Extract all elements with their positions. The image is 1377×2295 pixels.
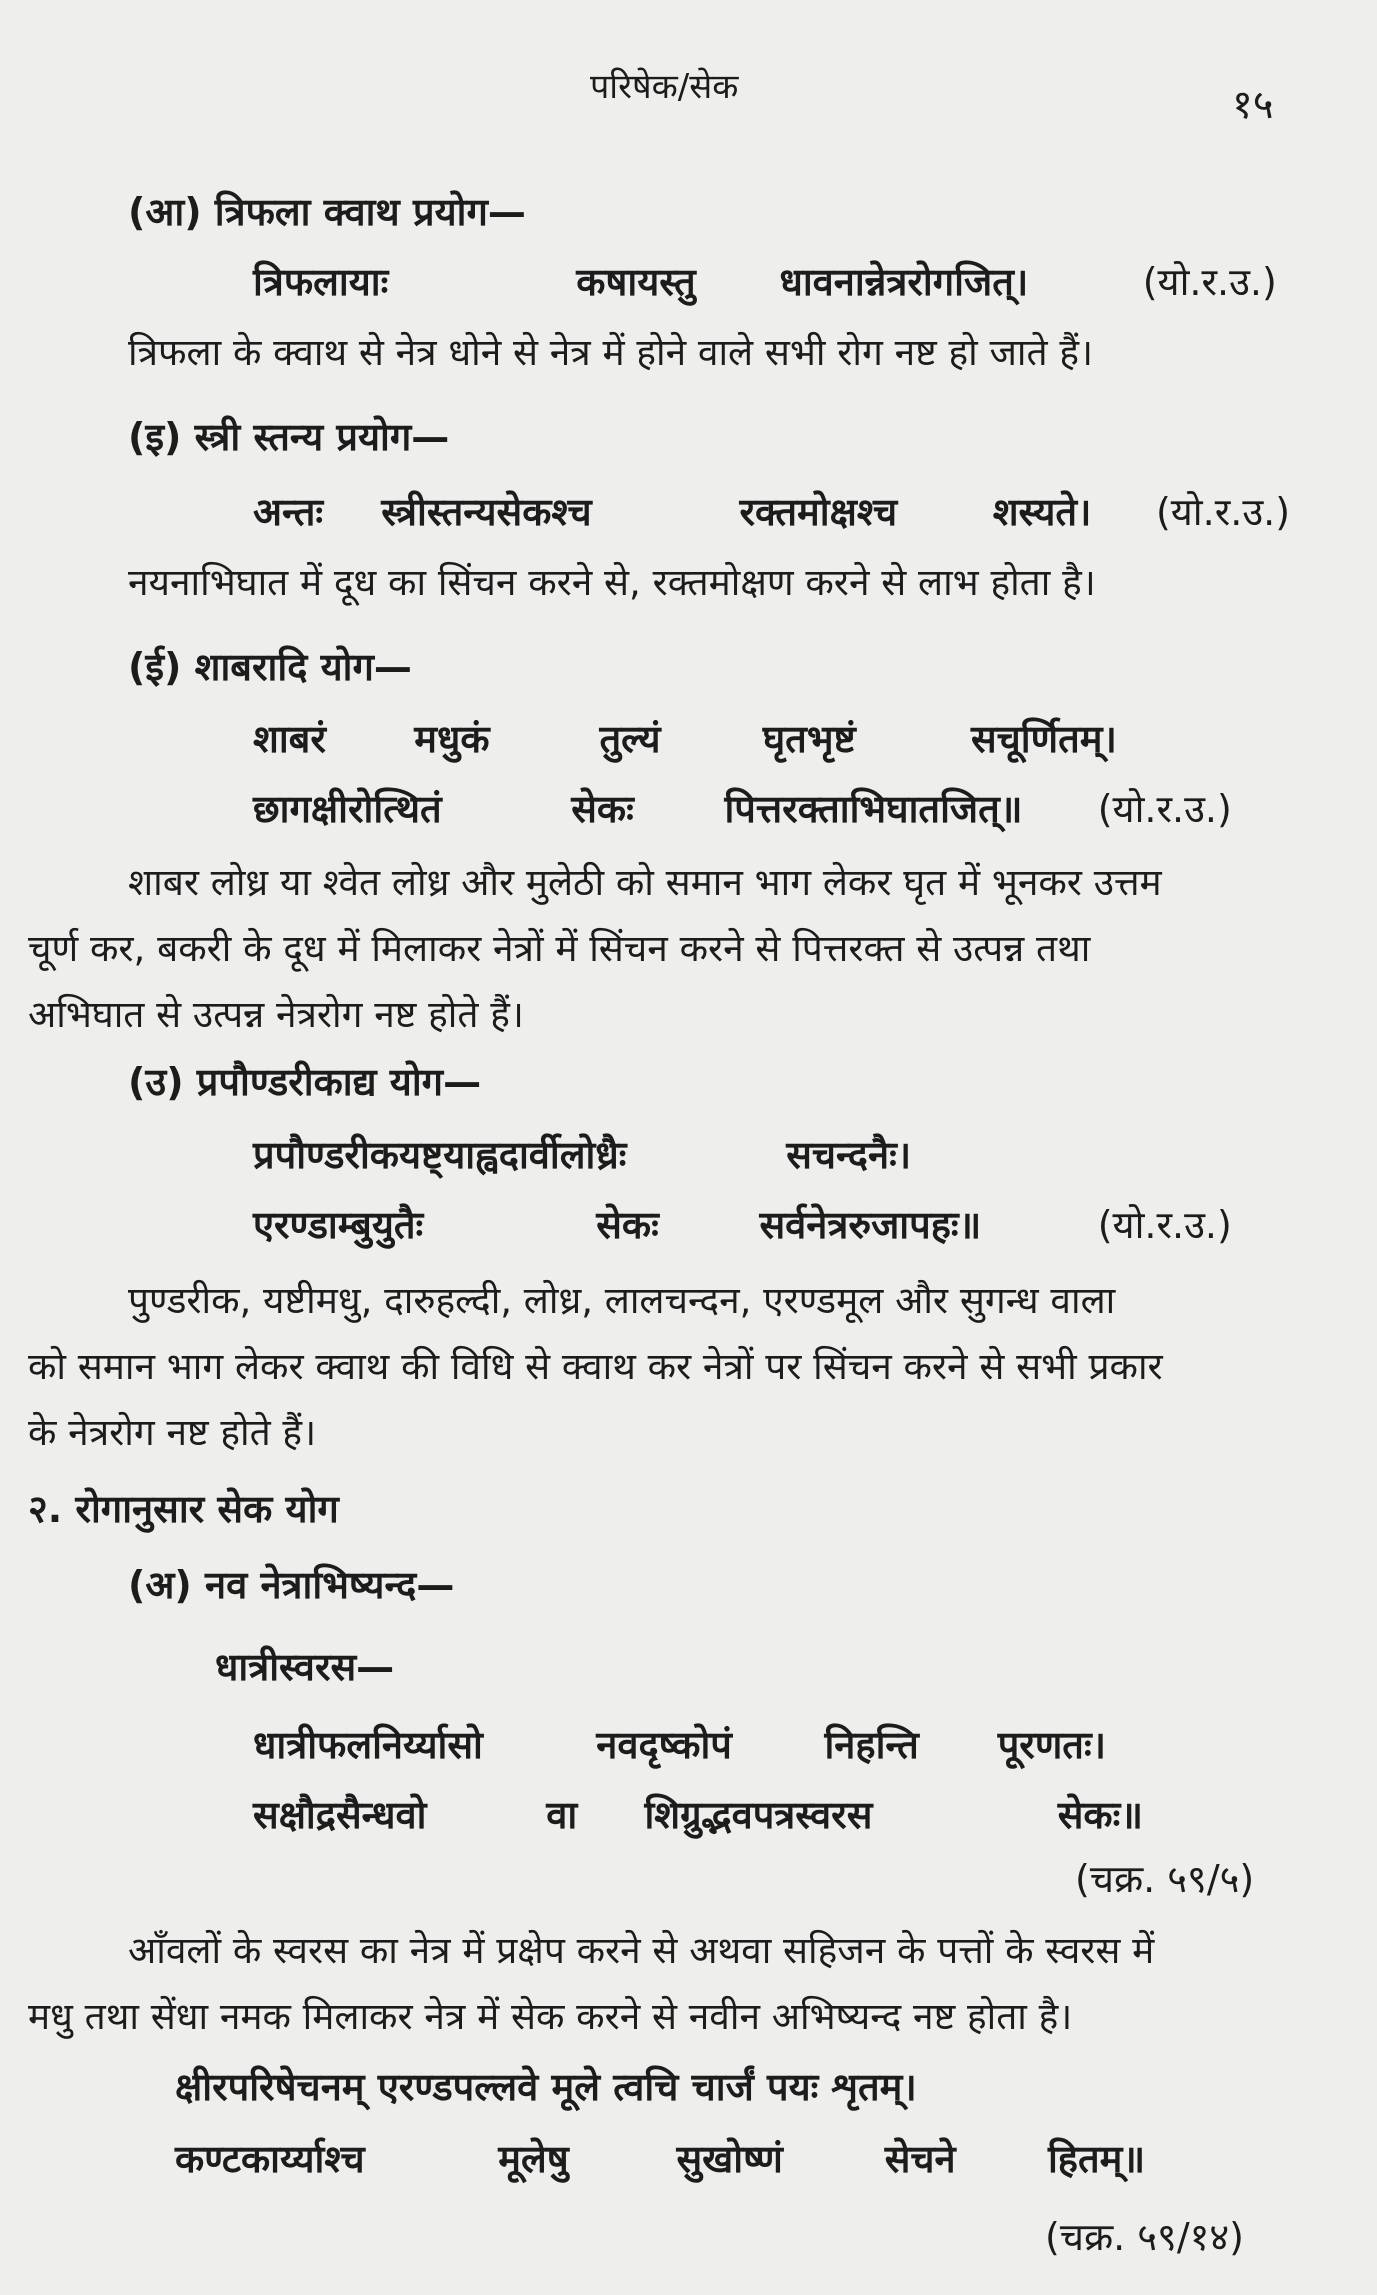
page-number: १५: [1232, 82, 1274, 128]
section-heading-stanya: (इ) स्त्री स्तन्य प्रयोग—: [128, 415, 450, 459]
verse-word: मधुकं: [414, 717, 490, 761]
verse-reference: (यो.र.उ.): [1142, 260, 1277, 304]
prose-line: चूर्ण कर, बकरी के दूध में मिलाकर नेत्रों में सिंचन करने से पित्तरक्त से उत्पन्न तथा: [28, 927, 1091, 970]
verse-word: छागक्षीरोत्थितं: [253, 787, 442, 831]
verse-word: तुल्यं: [599, 717, 661, 761]
verse-word: त्रिफलायाः: [253, 260, 389, 304]
prose-line: मधु तथा सेंधा नमक मिलाकर नेत्र में सेक करने से नवीन अभिष्यन्द नष्ट होता है।: [28, 1995, 1073, 2038]
verse-reference: (यो.र.उ.): [1155, 490, 1291, 534]
verse-word: कण्टकार्य्याश्च: [175, 2137, 365, 2181]
verse-kshira-2: [175, 2132, 1145, 2184]
section-heading-shabaradi: (ई) शाबरादि योग—: [128, 645, 412, 689]
section-heading-prapaundarika: (उ) प्रपौण्डरीकाद्य योग—: [128, 1060, 482, 1104]
verse-word: प्रपौण्डरीकयष्ट्याह्वदार्वीलोध्रैः: [253, 1133, 627, 1177]
verse-word: सचन्दनैः।: [786, 1133, 912, 1177]
prose-line: आँवलों के स्वरस का नेत्र में प्रक्षेप करने से अथवा सहिजन के पत्तों के स्वरस में: [128, 1929, 1155, 1972]
prose-stanya: [128, 550, 1096, 616]
verse-word: सेचने: [884, 2137, 956, 2181]
section-heading-triphala: (आ) त्रिफला क्वाथ प्रयोग—: [128, 190, 526, 234]
section-heading-roganusar: २. रोगानुसार सेक योग: [28, 1487, 339, 1531]
verse-word: सचूर्णितम्।: [970, 717, 1117, 761]
verse-word: सेकः: [596, 1203, 659, 1247]
verse-word: निहन्ति: [824, 1723, 919, 1767]
prose-line: पुण्डरीक, यष्टीमधु, दारुहल्दी, लोध्र, लालचन्दन, एरण्डमूल और सुगन्ध वाला: [128, 1279, 1116, 1322]
verse-dhatri-2: [253, 1788, 1143, 1840]
verse-prapaundarika-2: [253, 1198, 1232, 1250]
verse-word: पूरणतः।: [997, 1723, 1107, 1767]
prose-line: नयनाभिघात में दूध का सिंचन करने से, रक्तमोक्षण करने से लाभ होता है।: [128, 561, 1096, 604]
prose-line: के नेत्ररोग नष्ट होते हैं।: [28, 1411, 317, 1454]
verse-word: शिग्रुद्भवपत्रस्वरस: [644, 1793, 873, 1837]
verse-word: एरण्डाम्बुयुतैः: [253, 1203, 424, 1247]
verse-word: शस्यते।: [992, 490, 1092, 534]
verse-dhatri-1: [253, 1718, 1106, 1770]
verse-reference-chakra-14: (चक्र. ५९/१४): [1045, 2215, 1244, 2259]
verse-reference: (यो.र.उ.): [1097, 1203, 1232, 1247]
verse-triphala: [253, 255, 1277, 307]
verse-word: सेकः॥: [1057, 1793, 1144, 1837]
subheading-dhatrisvarasa: धात्रीस्वरस—: [215, 1645, 395, 1689]
verse-word: धावनान्नेत्ररोगजित्।: [779, 260, 1029, 304]
verse-kshira-1: क्षीरपरिषेचनम् एरण्डपल्लवे मूले त्वचि चार्जं पयः शृतम्।: [175, 2065, 917, 2109]
verse-stanya: [253, 485, 1290, 537]
prose-line: शाबर लोध्र या श्वेत लोध्र और मुलेठी को समान भाग लेकर घृत में भूनकर उत्तम: [128, 861, 1162, 904]
prose-line: अभिघात से उत्पन्न नेत्ररोग नष्ट होते हैं।: [28, 993, 524, 1036]
verse-word: मूलेषु: [498, 2137, 569, 2181]
verse-reference-chakra-5: (चक्र. ५९/५): [1075, 1857, 1255, 1901]
verse-word: सर्वनेत्ररुजापहः॥: [759, 1203, 982, 1247]
verse-word: स्त्रीस्तन्यसेकश्च: [381, 490, 592, 534]
prose-nava-abhishyanda: [28, 1918, 1154, 2050]
prose-shabaradi: [28, 850, 1162, 1048]
verse-shabaradi-1: [253, 712, 1117, 764]
verse-shabaradi-2: [253, 782, 1232, 834]
verse-word: नवदृष्कोपं: [596, 1723, 732, 1767]
prose-line: को समान भाग लेकर क्वाथ की विधि से क्वाथ कर नेत्रों पर सिंचन करने से सभी प्रकार: [28, 1345, 1163, 1388]
prose-prapaundarika: [28, 1268, 1163, 1466]
verse-word: अन्तः: [253, 490, 324, 534]
verse-word: घृतभृष्टं: [762, 717, 856, 761]
prose-triphala: [128, 320, 1093, 386]
verse-word: रक्तमोक्षश्च: [739, 490, 898, 534]
verse-word: पित्तरक्ताभिघातजित्॥: [724, 787, 1023, 831]
verse-reference: (यो.र.उ.): [1097, 787, 1232, 831]
verse-prapaundarika-1: [253, 1128, 911, 1180]
verse-word: हितम्॥: [1047, 2137, 1146, 2181]
verse-word: शाबरं: [253, 717, 326, 761]
verse-word: कषायस्तु: [576, 260, 696, 304]
verse-word: सक्षौद्रसैन्धवो: [253, 1793, 427, 1837]
verse-word: वा: [546, 1793, 578, 1837]
running-header: परिषेक/सेक: [590, 67, 739, 107]
section-heading-nava-netrabhishyanda: (अ) नव नेत्राभिष्यन्द—: [128, 1563, 455, 1607]
verse-word: सेकः: [571, 787, 634, 831]
verse-word: सुखोष्णं: [676, 2137, 783, 2181]
verse-word: धात्रीफलनिर्य्यासो: [253, 1723, 483, 1767]
prose-line: त्रिफला के क्वाथ से नेत्र धोने से नेत्र में होने वाले सभी रोग नष्ट हो जाते हैं।: [128, 331, 1094, 374]
